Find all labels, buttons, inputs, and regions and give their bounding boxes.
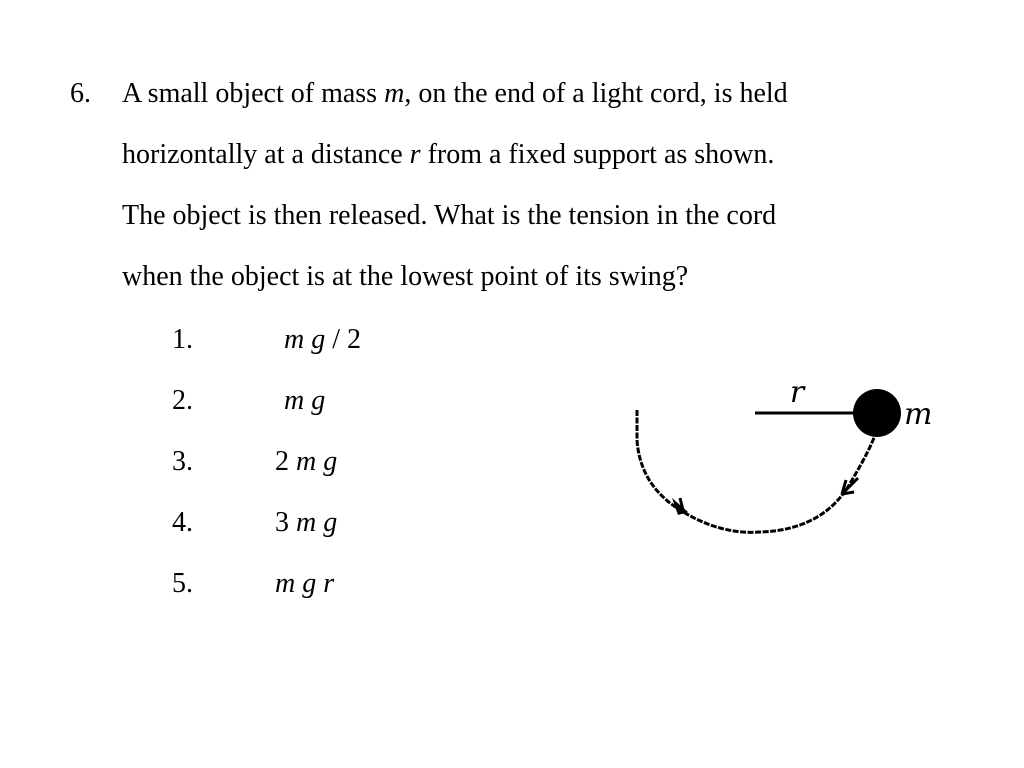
question-text-segment: A small object of mass	[122, 78, 385, 109]
choice-3-term: m g	[296, 446, 338, 477]
question-line-3	[122, 196, 776, 236]
choice-3-text	[275, 442, 337, 482]
question-text-segment: , on the end of a light cord, is held	[404, 78, 788, 109]
question-text-segment: from a fixed support as shown.	[420, 139, 775, 170]
right-arrow-icon	[842, 478, 858, 494]
choice-4-text	[275, 503, 337, 543]
question-var-r: r	[409, 139, 421, 170]
choice-1-term: / 2	[325, 324, 362, 355]
choice-1-term: m g	[284, 324, 326, 355]
radius-label: r	[789, 375, 805, 410]
choice-5-number: 5.	[172, 568, 193, 599]
choice-3-term: 2	[275, 446, 296, 477]
choice-2-number: 2.	[172, 385, 193, 416]
mass-label: m	[904, 397, 933, 432]
question-text-segment: The object is then released. What is the tension in the cord	[122, 200, 777, 231]
mass-ball	[853, 389, 901, 437]
question-number: 6.	[70, 78, 91, 109]
question-line-2	[122, 135, 774, 175]
question-line-4	[122, 257, 688, 297]
question-var-m: m	[384, 78, 405, 109]
question-text-segment: horizontally at a distance	[122, 139, 410, 170]
choice-5-term: m g r	[275, 568, 335, 599]
question-line-1	[122, 74, 788, 114]
choice-2-text	[284, 381, 325, 421]
choice-1-number: 1.	[172, 324, 193, 355]
choice-2-term: m g	[284, 385, 326, 416]
choice-4-number: 4.	[172, 507, 193, 538]
choice-4-term: 3	[275, 507, 296, 538]
pendulum-diagram	[620, 370, 950, 550]
choice-1-text	[284, 320, 361, 360]
question-text-segment: when the object is at the lowest point of its swing?	[122, 261, 689, 292]
swing-path	[637, 410, 877, 532]
choice-4-term: m g	[296, 507, 338, 538]
choice-5-text	[275, 564, 334, 604]
choice-3-number: 3.	[172, 446, 193, 477]
